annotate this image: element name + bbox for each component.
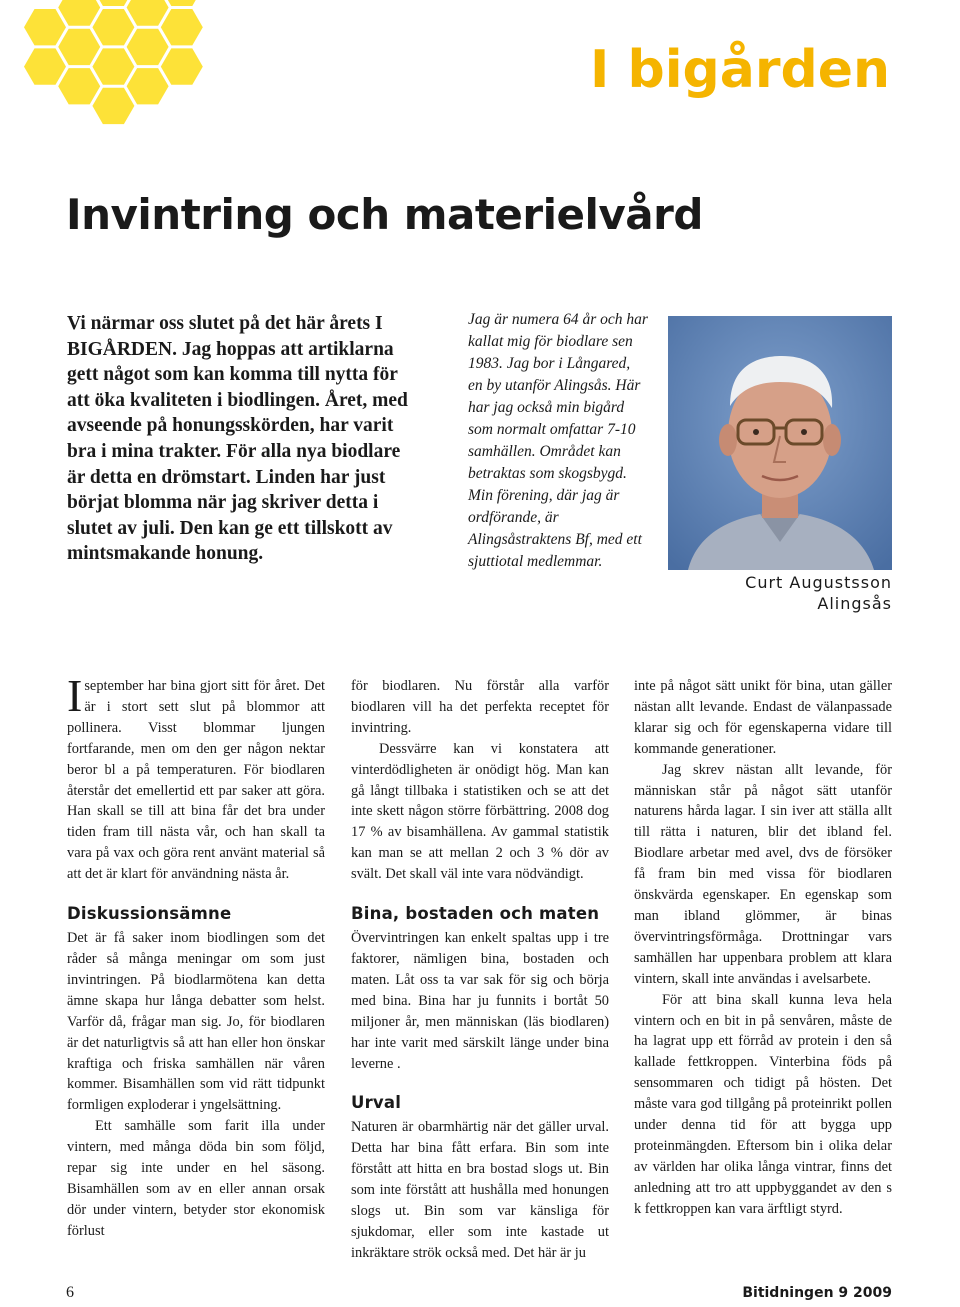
magazine-issue: Bitidningen 9 2009 (742, 1285, 892, 1301)
author-name: Curt Augustsson (745, 573, 892, 592)
body-column-3 (634, 676, 892, 1220)
col3-paragraph-2: Jag skrev nästan allt levande, för människan står på något sätt utanför naturens hårda lagar. I sin iver att ställa allt till rätta i naturen, blir det ibland fel. Biodlare arbetar med avel, dvs de försöker få fram bin med vissa för biodlaren önskvärda egenskaper. En egenskap som man ibland glömmer, är binas övervintringsförmåga. Drottningar vars samhällen har uppenbara problem att klara vintern, skall inte användas i avelsarbete. (634, 761, 892, 987)
honeycomb-cell-11 (127, 68, 169, 104)
col2-paragraph-3: Övervintringen kan enkelt spaltas upp i tre faktorer, nämligen bina, bostaden och maten. Låt oss ta var sak för sig och börja med bina. Bina har ju funnits i bortåt 50 miljoner år, men människan (läs biodlaren) har inte varit med särskilt länge under bina leverne . (351, 930, 609, 1072)
author-portrait-photo (668, 316, 892, 570)
col3-paragraph-3: För att bina skall kunna leva hela vintern och en bit in på senvåren, måste de ha lagrat upp ett förråd av protein i den så kallade fettkroppen. Vinterbina föds på sensommaren och tidigt på hösten. Det måste vara god tillgång på proteinrikt pollen under denna tid för att bygga upp proteinmängden. Eftersom bin i olika delar av världen har olika långa vintrar, finns det anledning att tro att uppbyggandet av den s k fettkroppen kan vara ärftligt styrd. (634, 991, 892, 1217)
page-number: 6 (66, 1284, 74, 1301)
honeycomb-cell-4 (58, 68, 100, 104)
honeycomb-cell-1 (24, 48, 66, 84)
subhead-urval: Urval (351, 1093, 402, 1113)
drop-cap: I (67, 670, 83, 721)
body-column-1 (67, 670, 325, 1242)
author-bio: Jag är numera 64 år och har kallat mig för biodlare sen 1983. Jag bor i Långared, en by utanför Alingsås. Här har jag också min bigård som normalt omfattar 7-10 samhällen. Området kan betraktas som skogsbygd. Min förening, där jag är ordförande, är Alingsåstraktens Bf, med ett sjuttiotal medlemmar. (468, 311, 648, 570)
honeycomb-cell-9 (127, 0, 169, 26)
article-lead: Vi närmar oss slutet på det här årets I BIGÅRDEN. Jag hoppas att artiklarna gett något som kan komma till nytta för att öka kvaliteten i biodlingen. Året, med avseende på honungsskörden, har varit bra i mina trakter. För alla nya biodlare är detta en drömstart. Linden har just börjat blomma när jag skriver detta i slutet av juli. Den kan ge ett tillskott av mintsmakande honung. (67, 313, 408, 565)
col1-paragraph-1-text: september har bina gjort sitt för året. Det är i stort sett slut på blommor att pollinera. Visst blommar ljungen fortfarande, men om den ger någon nektar beror bl a på temperaturen. För biodlaren återstår det emellertid ett par saker att göra. Han skall se till att bina får det bra under tiden fram till nästa vår, och han skall ta vara på vax och göra rent använt material så att det är klart för användning nästa år. (67, 678, 325, 883)
honeycomb-cell-6 (92, 9, 134, 45)
col1-paragraph-3: Ett samhälle som farit illa under vintern, med många döda bin som följd, repar sig inte under en hel säsong. Bisamhällen som av en eller annan orsak dör under vintern, betyder stor ekonomisk förlust (67, 1118, 325, 1239)
body-column-2 (351, 676, 609, 1264)
section-title: I bigården (590, 40, 890, 100)
honeycomb-cell-10 (127, 29, 169, 65)
col2-paragraph-2: Dessvärre kan vi konstatera att vinterdödligheten är onödigt hög. Man kan gå långt tillbaka i statistiken och se att det inte skett någon större förbättring. 2008 dog 17 % av bisamhällena. Av gammal statistik kan man se att mellan 2 och 3 % dör av svält. Det skall väl inte vara nödvändigt. (351, 740, 609, 883)
honeycomb-graphic (22, 0, 212, 160)
col2-paragraph-1: för biodlaren. Nu förstår alla varför biodlaren vill ha det perfekta receptet för invintring. (351, 678, 609, 736)
article-headline: Invintring och materielvård (66, 190, 703, 239)
col1-paragraph-2: Det är få saker inom biodlingen som det råder så många meningar om som just invintringen. På biodlarmötena kan detta ämne skapa hur långa debatter som helst. Varför då, frågar man sig. Jo, för biodlaren är det naturligtvis så att han eller hon önskar kraftiga och friska samhällen när våren kommer. Bisamhällen som vid rätt tidpunkt formligen exploderar i yngelsättning. (67, 930, 325, 1114)
honeycomb-cell-8 (92, 88, 134, 124)
honeycomb-cell-14 (161, 48, 203, 84)
honeycomb-cell-3 (58, 29, 100, 65)
honeycomb-cell-13 (161, 9, 203, 45)
honeycomb-cell-2 (58, 0, 100, 26)
portrait-caption (680, 572, 892, 614)
col1-paragraph-1 (67, 670, 325, 885)
subhead-bina-bostaden-maten: Bina, bostaden och maten (351, 904, 600, 924)
col3-paragraph-1: inte på något sätt unikt för bina, utan gäller nästan allt levande. Endast de välanpassade klarar sig och för egenskaperna vidare till kommande generationer. (634, 678, 892, 757)
subhead-diskussionsamne: Diskussionsämne (67, 904, 232, 924)
col2-paragraph-4: Naturen är obarmhärtig när det gäller urval. Detta har bina fått erfara. Bin som inte förstått att hitta en bra bostad slogs ut. Bin som inte förstått att hushålla med honungen slogs ut. Bin som var känsliga för sjukdomar, eller som inte kastade ut inkräktare strök också med. Det här är ju (351, 1119, 609, 1261)
author-location: Alingsås (817, 594, 892, 613)
honeycomb-cell-7 (92, 48, 134, 84)
honeycomb-cell-0 (24, 9, 66, 45)
